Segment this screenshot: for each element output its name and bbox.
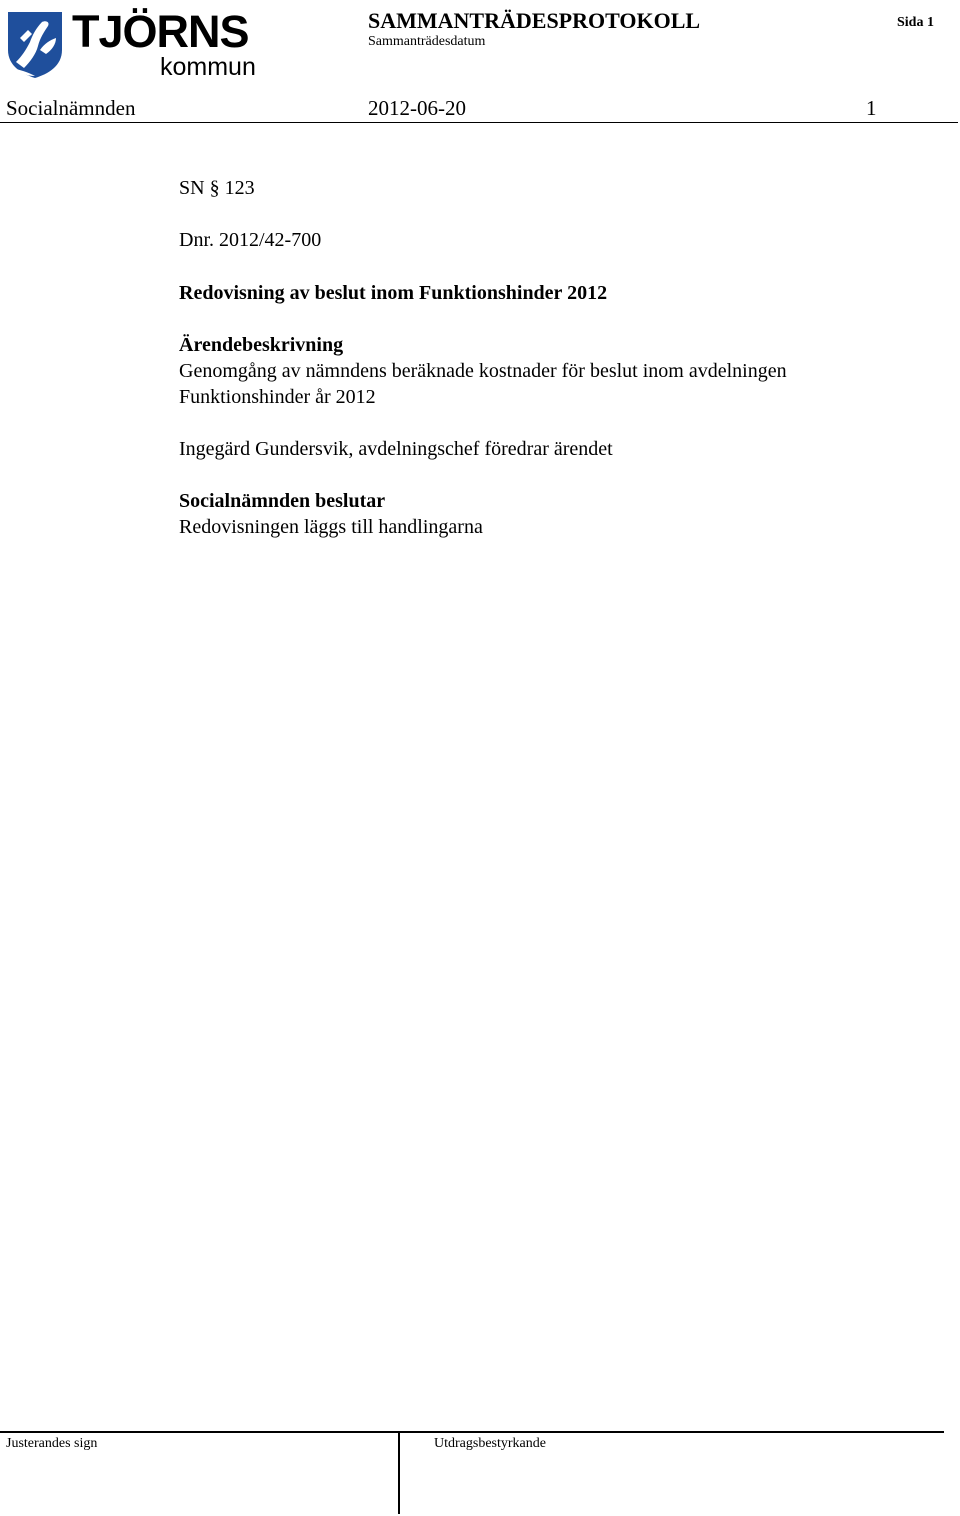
- tjorn-kommun-logo: [6, 8, 266, 82]
- case-title: Redovisning av beslut inom Funktionshinder 2012: [179, 282, 608, 304]
- page-label: Sida 1: [897, 15, 934, 30]
- page-number: 1: [866, 96, 877, 120]
- diary-number: Dnr. 2012/42-700: [179, 229, 322, 251]
- municipal-shield-icon: [6, 10, 64, 80]
- case-id: SN § 123: [179, 177, 255, 199]
- meeting-date: 2012-06-20: [368, 96, 466, 120]
- description-heading: Ärendebeskrivning: [179, 334, 344, 356]
- document-subtitle: Sammanträdesdatum: [368, 34, 486, 49]
- logo-wordmark: TJÖRNS: [72, 6, 249, 57]
- description-text-line-2: Funktionshinder år 2012: [179, 386, 376, 408]
- committee-name: Socialnämnden: [6, 96, 136, 120]
- decision-text: Redovisningen läggs till handlingarna: [179, 516, 483, 538]
- decision-heading: Socialnämnden beslutar: [179, 490, 386, 512]
- description-text-line-1: Genomgång av nämndens beräknade kostnader för beslut inom avdelningen: [179, 360, 787, 382]
- presenter-note: Ingegärd Gundersvik, avdelningschef föredrar ärendet: [179, 438, 613, 460]
- logo-subtitle: kommun: [160, 53, 256, 81]
- footer-divider: [0, 1431, 944, 1433]
- certification-field-label: Utdragsbestyrkande: [434, 1436, 546, 1451]
- header-divider: [0, 122, 958, 123]
- footer-column-divider: [398, 1431, 400, 1514]
- document-title: SAMMANTRÄDESPROTOKOLL: [368, 8, 701, 33]
- signature-field-label: Justerandes sign: [6, 1436, 98, 1451]
